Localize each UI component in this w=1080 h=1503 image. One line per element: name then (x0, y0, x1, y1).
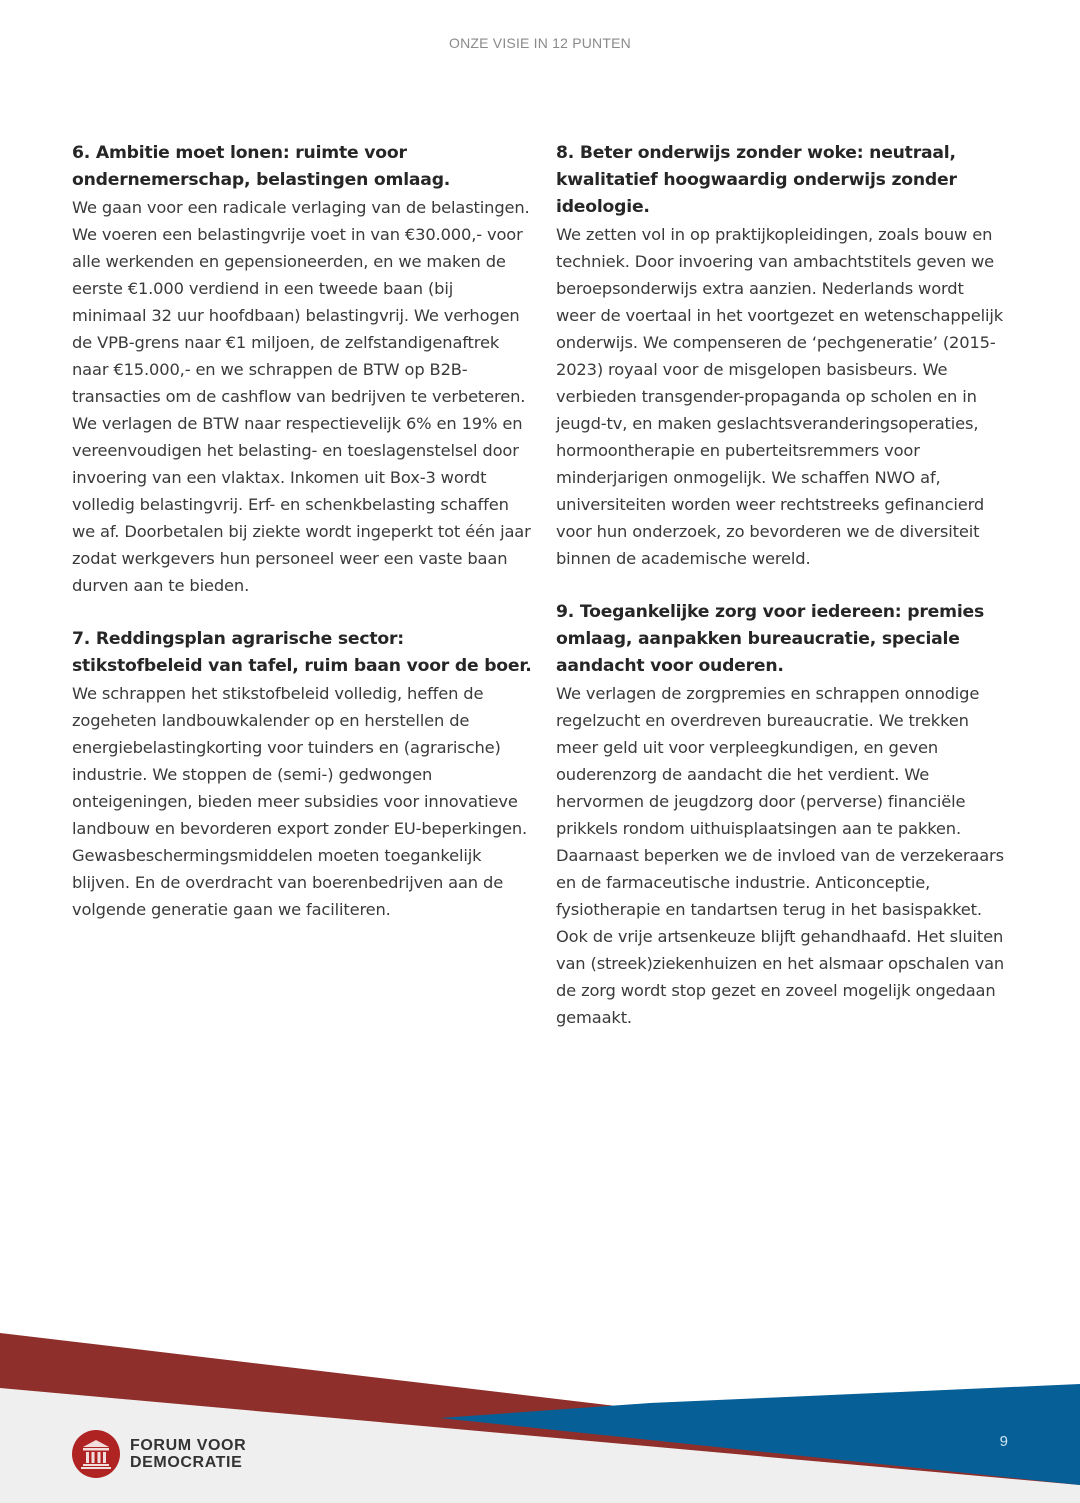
page-number: 9 (999, 1433, 1008, 1450)
section-body: We gaan voor een radicale verlaging van de belastingen. We voeren een belastingvrije voet in van €30.000,- voor alle werkenden en gepensioneerden, en we maken de eerste €1.000 verdiend in een tweede baan (bij minimaal 32 uur hoofdbaan) belastingvrij. We verhogen de VPB-grens naar €1 miljoen, de zelfstandigenaftrek naar €15.000,- en we schrappen de BTW op B2B-transacties om de cashflow van bedrijven te verbeteren. We verlagen de BTW naar respectievelijk 6% en 19% en vereenvoudigen het belasting- en toeslagenstelsel door invoering van een vlaktax. Inkomen uit Box-3 wordt volledig belastingvrij. Erf- en schenkbelasting schaffen we af. Doorbetalen bij ziekte wordt ingeperkt tot één jaar zodat werkgevers hun personeel weer een vaste baan durven aan te bieden. (72, 198, 531, 595)
section-title: 8. Beter onderwijs zonder woke: neutraal, kwalitatief hoogwaardig onderwijs zonder ideologie. (556, 143, 957, 217)
temple-icon (72, 1430, 120, 1478)
section-body: We schrappen het stikstofbeleid volledig, heffen de zogeheten landbouwkalender op en herstellen de energiebelastingkorting voor tuinders en (agrarische) industrie. We stoppen de (semi-) gedwongen onteigeningen, bieden meer subsidies voor innovatieve landbouw en bevorderen export zonder EU-beperkingen. Gewasbeschermingsmiddelen moeten toegankelijk blijven. En de overdracht van boerenbedrijven aan de volgende generatie gaan we faciliteren. (72, 684, 528, 919)
brand-name (130, 1437, 246, 1471)
brand (72, 1430, 246, 1478)
section-7 (72, 626, 532, 923)
section-body: We zetten vol in op praktijkopleidingen, zoals bouw en techniek. Door invoering van ambachtstitels geven we beroepsonderwijs extra aanzien. Nederlands wordt weer de voertaal in het voortgezet en wetenschappelijk onderwijs. We compenseren de ‘pechgeneratie’ (2015-2023) royaal voor de misgelopen basisbeurs. We verbieden transgender-propaganda op scholen en in jeugd-tv, en maken geslachtsveranderingsoperaties, hormoontherapie en puberteitsremmers voor minderjarigen onmogelijk. We schaffen NWO af, universiteiten worden weer rechtstreeks gefinancierd voor hun onderzoek, zo bevorderen we de diversiteit binnen de academische wereld. (556, 225, 1003, 568)
section-title: 7. Reddingsplan agrarische sector: stikstofbeleid van tafel, ruim baan voor de boer. (72, 629, 532, 676)
brand-name-line2: DEMOCRATIE (130, 1454, 243, 1471)
section-title: 9. Toegankelijke zorg voor iedereen: premies omlaag, aanpakken bureaucratie, speciale aandacht voor ouderen. (556, 602, 984, 676)
section-6 (72, 140, 532, 599)
brand-name-line1: FORUM VOOR (130, 1437, 247, 1454)
running-header: ONZE VISIE IN 12 PUNTEN (449, 35, 631, 51)
section-body: We verlagen de zorgpremies en schrappen onnodige regelzucht en overdreven bureaucratie. We trekken meer geld uit voor verpleegkundigen, en geven ouderenzorg de aandacht die het verdient. We hervormen de jeugdzorg door (perverse) financiële prikkels rondom uithuisplaatsingen aan te pakken. Daarnaast beperken we de invloed van de verzekeraars en de farmaceutische industrie. Anticonceptie, fysiotherapie en tandartsen terug in het basispakket. Ook de vrije artsenkeuze blijft gehandhaafd. Het sluiten van (streek)ziekenhuizen en het alsmaar opschalen van de zorg wordt stop gezet en zoveel mogelijk ongedaan gemaakt. (556, 684, 1005, 1027)
section-9 (556, 599, 1006, 1031)
section-title: 6. Ambitie moet lonen: ruimte voor ondernemerschap, belastingen omlaag. (72, 143, 451, 190)
left-column (72, 140, 532, 950)
section-8 (556, 140, 1006, 572)
right-column (556, 140, 1006, 1058)
